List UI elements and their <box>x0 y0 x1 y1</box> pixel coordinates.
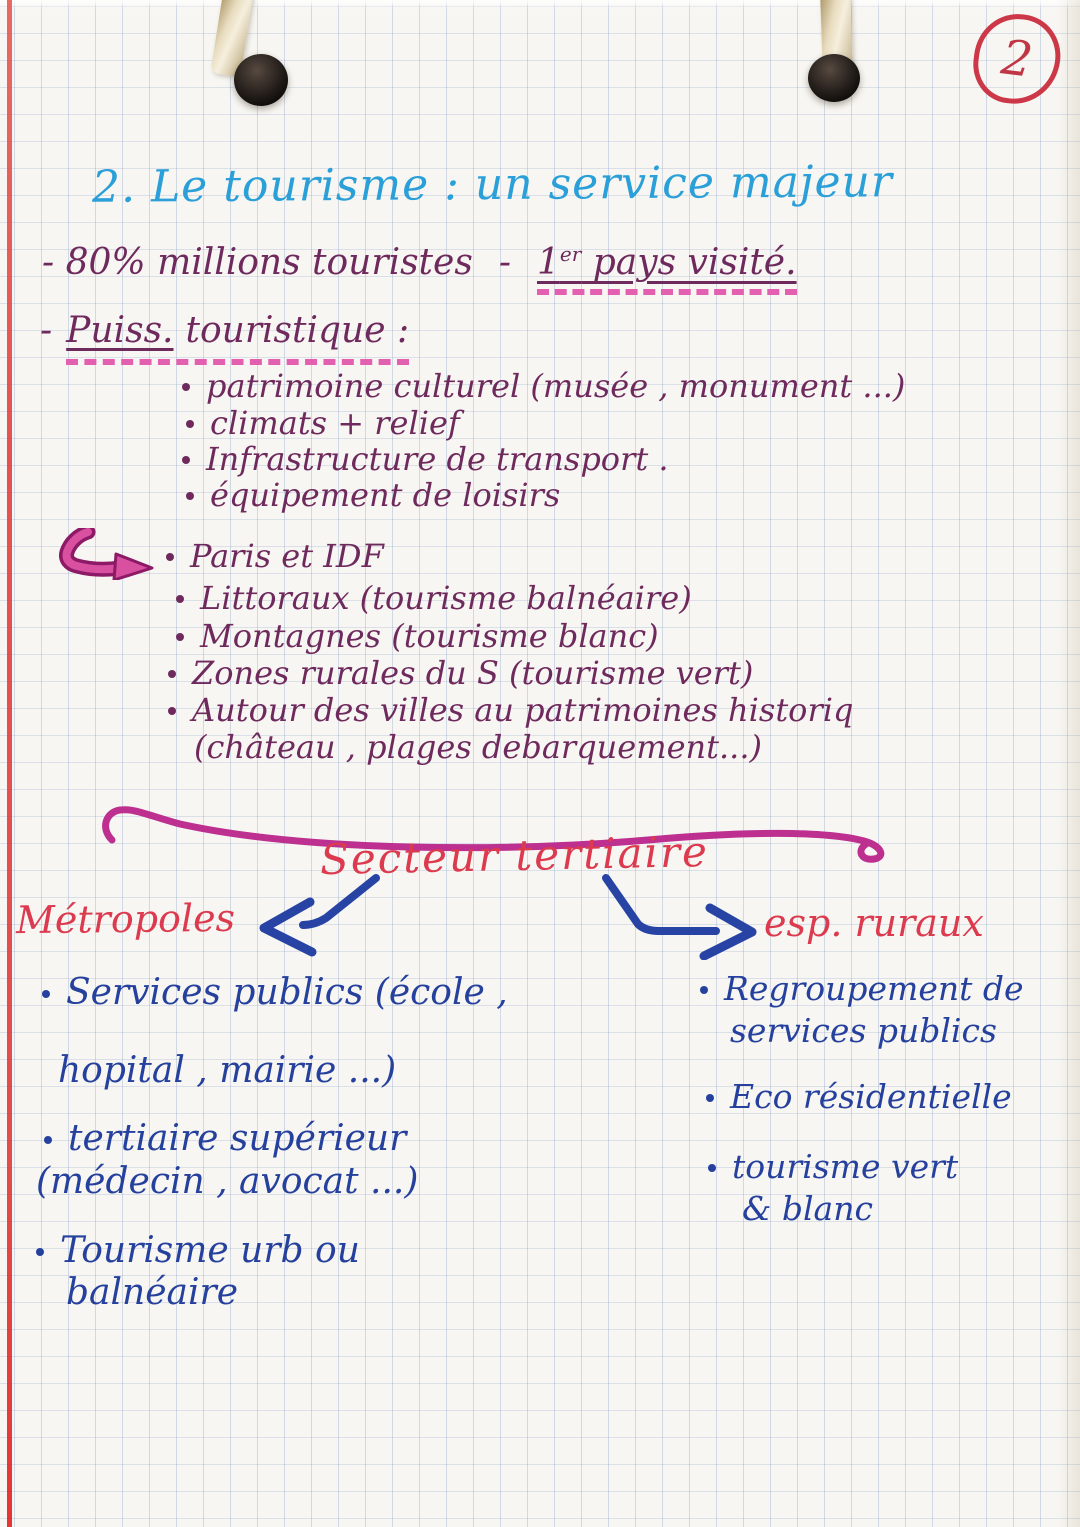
metropoles-item-label: Services publics (école , <box>66 972 508 1013</box>
label-esp-ruraux: esp. ruraux <box>764 901 984 945</box>
metropoles-item <box>44 1120 406 1158</box>
metropoles-item-label: (médecin , avocat ...) <box>36 1161 419 1202</box>
zone-item-label: Paris et IDF <box>190 537 384 575</box>
bullet-icon <box>42 990 50 998</box>
zone-item <box>168 654 754 692</box>
puissance-item-label: équipement de loisirs <box>210 476 561 514</box>
ruraux-item-label: Eco résidentielle <box>730 1077 1012 1116</box>
puissance-item-label: climats + relief <box>210 404 460 442</box>
stats-separator: - <box>498 242 511 283</box>
puissance-heading <box>40 312 409 365</box>
ruraux-item-label: services publics <box>730 1011 997 1050</box>
ruraux-item <box>708 1147 959 1186</box>
stats-rank <box>537 244 797 295</box>
puissance-item-label: patrimoine culturel (musée , monument ...) <box>206 367 906 405</box>
bullet-icon <box>166 553 174 561</box>
page-number: 2 <box>998 29 1036 89</box>
zone-item-label: Littoraux (tourisme balnéaire) <box>200 579 692 617</box>
bullet-icon <box>182 456 190 464</box>
zone-item <box>176 579 692 617</box>
paper-right-edge <box>1058 0 1080 1527</box>
zone-item <box>166 537 384 575</box>
label-metropoles: Métropoles <box>15 895 236 943</box>
heading-dash: - <box>40 310 53 351</box>
prong-hole <box>808 54 860 102</box>
metropoles-item-continuation <box>58 1052 396 1090</box>
bullet-icon <box>36 1248 44 1256</box>
paper-top-edge <box>0 0 1080 10</box>
bullet-icon <box>168 670 176 678</box>
ruraux-item-continuation <box>730 1011 997 1050</box>
stats-tourists: - 80% millions touristes <box>42 242 473 283</box>
stats-line <box>42 244 797 295</box>
puissance-item <box>186 476 561 514</box>
ruraux-item <box>706 1077 1012 1116</box>
margin-line <box>7 0 12 1527</box>
ruraux-item <box>700 969 1024 1008</box>
branch-arrow-icon <box>58 528 158 580</box>
metropoles-item <box>42 974 508 1012</box>
heading-underlined <box>66 312 409 365</box>
rank-number: 1 <box>536 242 560 283</box>
metropoles-item-label: tertiaire supérieur <box>68 1118 407 1159</box>
bullet-icon <box>700 986 708 994</box>
bullet-icon <box>186 420 194 428</box>
puissance-item <box>182 440 669 478</box>
puissance-item-label: Infrastructure de transport . <box>206 440 669 478</box>
bullet-icon <box>182 383 190 391</box>
ruraux-item-label: Regroupement de <box>724 969 1024 1008</box>
heading-word: Puiss. <box>66 310 174 351</box>
zone-item <box>176 617 659 655</box>
metropoles-item-label: balnéaire <box>66 1272 239 1313</box>
bullet-icon <box>176 595 184 603</box>
ruraux-item-label: tourisme vert <box>732 1147 959 1186</box>
zone-item-label: Zones rurales du S (tourisme vert) <box>192 654 754 692</box>
prong-hole <box>234 54 288 106</box>
arrow-to-ruraux-icon <box>598 872 768 960</box>
metropoles-item-label: hopital , mairie ...) <box>58 1050 397 1091</box>
heading-rest: touristique : <box>185 310 410 351</box>
puissance-item <box>186 404 460 442</box>
zone-item <box>168 691 854 729</box>
bullet-icon <box>706 1094 714 1102</box>
metropoles-item-continuation <box>66 1274 238 1312</box>
zone-item-label: Autour des villes au patrimoines historiq <box>192 691 854 729</box>
page-title: 2. Le tourisme : un service majeur <box>91 156 894 213</box>
bullet-icon <box>168 707 176 715</box>
metropoles-item-continuation <box>36 1163 418 1201</box>
bullet-icon <box>44 1136 52 1144</box>
ruraux-item-continuation <box>742 1189 873 1228</box>
arrow-to-metropoles-icon <box>248 872 383 960</box>
zone-item-label: Montagnes (tourisme blanc) <box>200 617 659 655</box>
rank-ordinal: er <box>559 242 582 266</box>
tertiary-heading: Secteur tertiaire <box>319 826 710 885</box>
metropoles-item <box>36 1232 360 1270</box>
metropoles-item-label: Tourisme urb ou <box>60 1230 360 1271</box>
bullet-icon <box>176 633 184 641</box>
page-number-badge <box>969 9 1065 109</box>
puissance-item <box>182 367 906 405</box>
rank-text: pays visité. <box>581 242 797 283</box>
zone-item-continuation <box>194 728 762 766</box>
bullet-icon <box>186 492 194 500</box>
bullet-icon <box>708 1164 716 1172</box>
zone-item-label: (château , plages debarquement...) <box>194 728 762 766</box>
ruraux-item-label: & blanc <box>742 1189 873 1228</box>
